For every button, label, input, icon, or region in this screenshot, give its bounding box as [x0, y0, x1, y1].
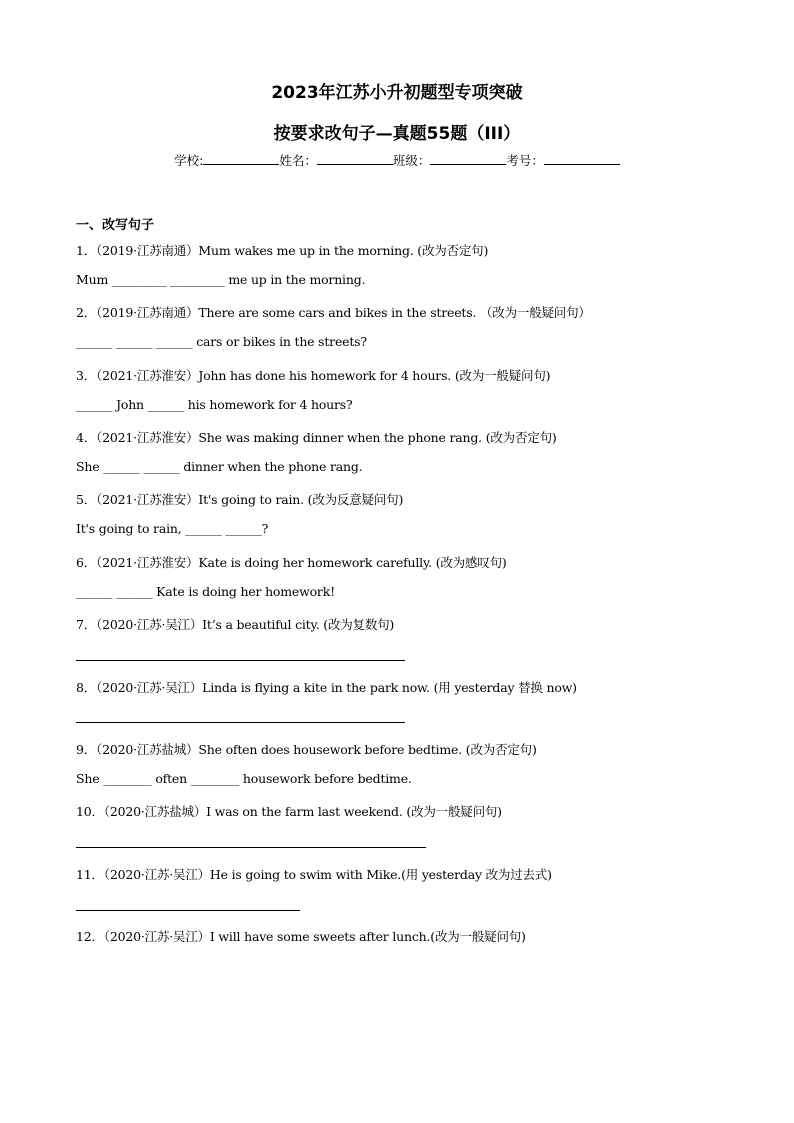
answer-line-7[interactable] [76, 660, 405, 661]
answer-6[interactable]: ______ ______ Kate is doing her homework! [76, 584, 335, 599]
question-2: 2．（2019·江苏南通）There are some cars and bikes in the streets. （改为一般疑问句） [76, 305, 591, 320]
question-1: 1．（2019·江苏南通）Mum wakes me up in the morning. (改为否定句) [76, 243, 489, 258]
school-label: 学校: [174, 153, 204, 168]
exam-no-blank[interactable] [544, 152, 620, 165]
answer-line-8[interactable] [76, 722, 405, 723]
question-5: 5．（2021·江苏淮安）It's going to rain. (改为反意疑问句) [76, 492, 404, 507]
answer-line-11[interactable] [76, 910, 300, 911]
exam-no-label: 考号： [506, 153, 544, 168]
answer-4[interactable]: She ______ ______ dinner when the phone rang. [76, 459, 363, 474]
question-8: 8．（2020·江苏·吴江）Linda is flying a kite in the park now. (用 yesterday 替换 now) [76, 680, 577, 695]
question-9: 9．（2020·江苏盐城）She often does housework before bedtime. (改为否定句) [76, 742, 537, 757]
question-12: 12．（2020·江苏·吴江）I will have some sweets after lunch.(改为一般疑问句) [76, 929, 526, 944]
name-blank[interactable] [317, 152, 393, 165]
question-3: 3．（2021·江苏淮安）John has done his homework for 4 hours. (改为一般疑问句) [76, 368, 551, 383]
question-7: 7．（2020·江苏·吴江）It’s a beautiful city. (改为复数句) [76, 617, 395, 632]
class-blank[interactable] [430, 152, 506, 165]
class-label: 班级： [392, 153, 431, 168]
question-4: 4．（2021·江苏淮安）She was making dinner when the phone rang. (改为否定句) [76, 430, 557, 445]
page-title: 2023年江苏小升初题型专项突破 [271, 83, 523, 103]
page-subtitle: 按要求改句子—真题55题（III） [273, 124, 521, 144]
answer-9[interactable]: She ________ often ________ housework before bedtime. [76, 771, 412, 786]
answer-5[interactable]: It's going to rain, ______ ______? [76, 521, 269, 536]
section-heading: 一、改写句子 [76, 218, 155, 233]
question-11: 11．（2020·江苏·吴江）He is going to swim with Mike.(用 yesterday 改为过去式) [76, 867, 552, 882]
answer-2[interactable]: ______ ______ ______ cars or bikes in the streets? [76, 334, 367, 349]
answer-line-10[interactable] [76, 847, 426, 848]
question-10: 10．（2020·江苏盐城）I was on the farm last weekend. (改为一般疑问句) [76, 804, 502, 819]
answer-3[interactable]: ______ John ______ his homework for 4 hours? [76, 397, 353, 412]
school-blank[interactable] [203, 152, 279, 165]
student-info-row [0, 151, 794, 169]
question-6: 6．（2021·江苏淮安）Kate is doing her homework carefully. (改为感叹句) [76, 555, 507, 570]
answer-1[interactable]: Mum _________ _________ me up in the morning. [76, 272, 366, 287]
name-label: 姓名： [279, 153, 317, 168]
